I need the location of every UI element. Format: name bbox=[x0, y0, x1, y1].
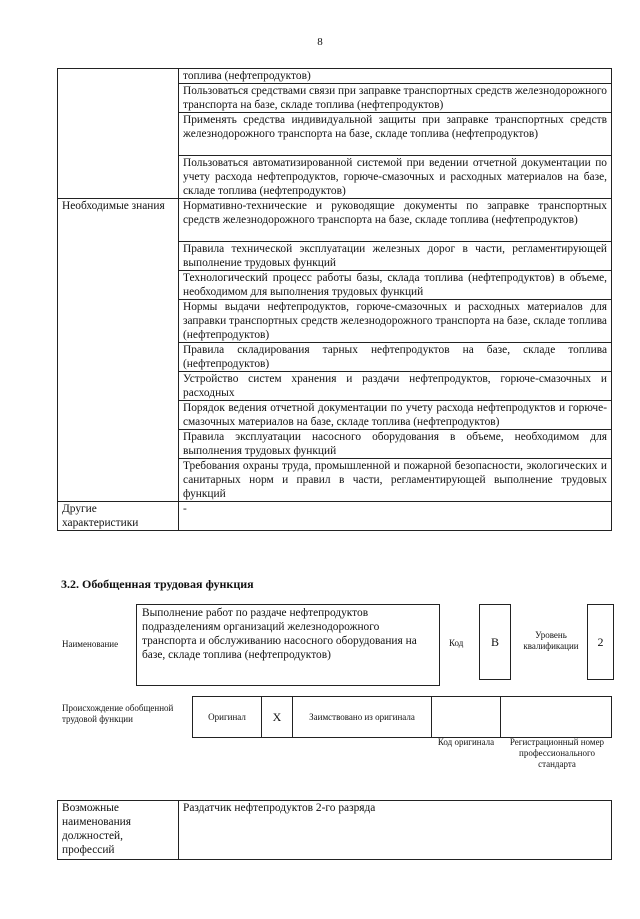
knowledge-item: Правила эксплуатации насосного оборудования в объеме, необходимом для выполнения трудовых функций bbox=[179, 430, 612, 459]
knowledge-item: Технологический процесс работы базы, склада топлива (нефтепродуктов) в объеме, необходимом для выполнения трудовых функций bbox=[179, 271, 612, 300]
knowledge-item: Нормы выдачи нефтепродуктов, горюче-смазочных и расходных материалов для заправки транспортных средств железнодорожного транспорта на базе, складе топлива (нефтепродуктов) bbox=[179, 300, 612, 343]
qualification-level-label: Уровень квалификации bbox=[523, 630, 579, 651]
page-number: 8 bbox=[317, 36, 323, 48]
table-row bbox=[58, 199, 612, 242]
other-characteristics-value: - bbox=[179, 502, 612, 531]
qualification-level-box: 2 bbox=[587, 604, 614, 680]
knowledge-item: Правила складирования тарных нефтепродуктов на базе, складе топлива (нефтепродуктов) bbox=[179, 343, 612, 372]
positions-value: Раздатчик нефтепродуктов 2-го разряда bbox=[179, 801, 612, 860]
skill-item: Пользоваться автоматизированной системой при ведении отчетной документации по учету расхода нефтепродуктов, горюче-смазочных и расходных материалов на базе, складе топлива (нефтепродуктов) bbox=[179, 156, 612, 199]
skills-label-cell bbox=[58, 69, 179, 199]
skill-item: Пользоваться средствами связи при заправке транспортных средств железнодорожного транспорта на базе, складе топлива (нефтепродуктов) bbox=[179, 84, 612, 113]
origin-code-caption: Код оригинала bbox=[437, 737, 495, 747]
section-title: 3.2. Обобщенная трудовая функция bbox=[61, 577, 254, 591]
positions-table bbox=[57, 800, 612, 860]
origin-table bbox=[192, 696, 612, 738]
knowledge-item: Нормативно-технические и руководящие документы по заправке транспортных средств железнодорожного транспорта на базе, складе топлива (нефтепродуктов) bbox=[179, 199, 612, 242]
knowledge-item: Требования охраны труда, промышленной и пожарной безопасности, экологических и санитарных норм и правил в части, регламентирующей выполнение трудовых функций bbox=[179, 459, 612, 502]
registration-number-caption: Регистрационный номер профессионального стандарта bbox=[509, 737, 605, 769]
name-label: Наименование bbox=[62, 639, 119, 649]
knowledge-item: Порядок ведения отчетной документации по учету расхода нефтепродуктов и горюче-смазочных материалов на базе, складе топлива (нефтепродуктов) bbox=[179, 401, 612, 430]
positions-label: Возможные наименования должностей, профессий bbox=[58, 801, 179, 860]
function-name-box: Выполнение работ по раздаче нефтепродуктов подразделениям организаций железнодорожного транспорта и обслуживанию насосного оборудования на базе, складе топлива (нефтепродуктов) bbox=[136, 604, 440, 686]
code-value-box: B bbox=[479, 604, 511, 680]
registration-number-cell bbox=[501, 697, 612, 738]
knowledge-item: Устройство систем хранения и раздачи нефтепродуктов, горюче-смазочных и расходных bbox=[179, 372, 612, 401]
original-mark: X bbox=[262, 697, 293, 738]
table-row bbox=[58, 502, 612, 531]
table-row bbox=[193, 697, 612, 738]
skills-knowledge-table bbox=[57, 68, 612, 531]
origin-code-cell bbox=[432, 697, 501, 738]
knowledge-item: Правила технической эксплуатации железных дорог в части, регламентирующей выполнение трудовых функций bbox=[179, 242, 612, 271]
table-row bbox=[58, 801, 612, 860]
knowledge-label: Необходимые знания bbox=[58, 199, 179, 502]
table-row bbox=[58, 69, 612, 84]
origin-label: Происхождение обобщенной трудовой функции bbox=[62, 703, 174, 724]
original-label: Оригинал bbox=[193, 697, 262, 738]
borrowed-label: Заимствовано из оригинала bbox=[293, 697, 432, 738]
skill-item: топлива (нефтепродуктов) bbox=[179, 69, 612, 84]
other-characteristics-label: Другие характеристики bbox=[58, 502, 179, 531]
code-label: Код bbox=[449, 638, 464, 648]
skill-item: Применять средства индивидуальной защиты при заправке транспортных средств железнодорожного транспорта на базе, складе топлива (нефтепродуктов) bbox=[179, 113, 612, 156]
